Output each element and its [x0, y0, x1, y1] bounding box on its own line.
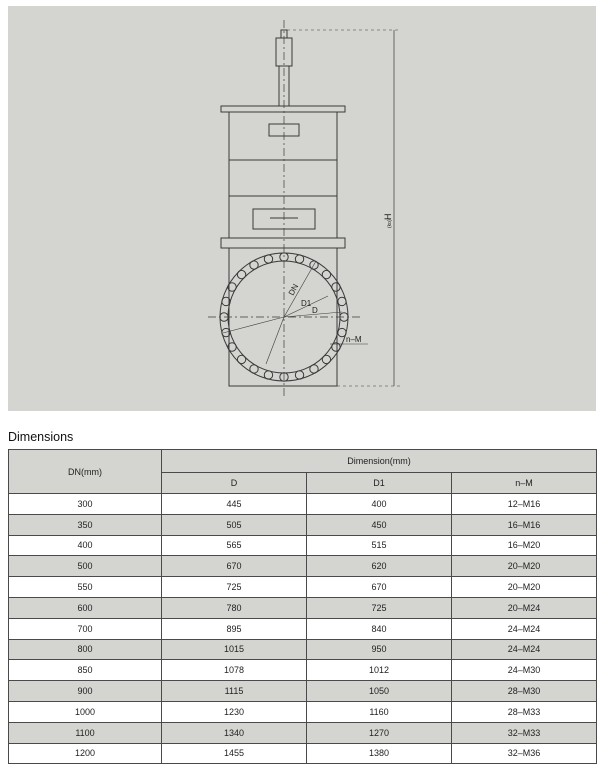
table-cell: 1340 [162, 722, 307, 743]
label-h-sub: (ko) [387, 219, 393, 228]
table-cell: 1200 [9, 743, 162, 764]
table-cell: 24–M24 [452, 618, 597, 639]
table-cell: 350 [9, 514, 162, 535]
bonnet-plate [221, 238, 345, 248]
bolt-hole [338, 297, 346, 305]
table-cell: 725 [162, 577, 307, 598]
table-cell: 16–M16 [452, 514, 597, 535]
table-row [9, 494, 597, 515]
label-d: D [312, 306, 318, 315]
table-cell: 1100 [9, 722, 162, 743]
table-cell: 670 [307, 577, 452, 598]
table-cell: 445 [162, 494, 307, 515]
table-cell: 28–M30 [452, 681, 597, 702]
table-cell: 500 [9, 556, 162, 577]
table-cell: 1270 [307, 722, 452, 743]
table-cell: 850 [9, 660, 162, 681]
bolt-hole [264, 255, 272, 263]
table-cell: 1000 [9, 701, 162, 722]
top-plate [221, 106, 345, 112]
table-cell: 1380 [307, 743, 452, 764]
valve-drawing-svg [8, 6, 596, 411]
table-cell: 670 [162, 556, 307, 577]
column-header-d: D [162, 473, 307, 494]
table-cell: 400 [307, 494, 452, 515]
bolt-hole [322, 270, 330, 278]
table-cell: 895 [162, 618, 307, 639]
table-cell: 20–M24 [452, 597, 597, 618]
valve-technical-drawing [8, 6, 596, 411]
bolt-hole [250, 261, 258, 269]
table-cell: 24–M24 [452, 639, 597, 660]
bolt-hole [332, 283, 340, 291]
lower-body [229, 196, 337, 238]
table-row [9, 639, 597, 660]
table-cell: 900 [9, 681, 162, 702]
table-cell: 505 [162, 514, 307, 535]
bolt-hole [280, 253, 288, 261]
table-row [9, 701, 597, 722]
group-header-dimension: Dimension(mm) [162, 450, 597, 473]
bolt-hole [338, 328, 346, 336]
bolt-hole [237, 270, 245, 278]
table-cell: 1078 [162, 660, 307, 681]
table-row [9, 681, 597, 702]
table-row [9, 597, 597, 618]
table-cell: 840 [307, 618, 452, 639]
bolt-hole [237, 355, 245, 363]
table-cell: 12–M16 [452, 494, 597, 515]
table-cell: 300 [9, 494, 162, 515]
table-cell: 780 [162, 597, 307, 618]
table-cell: 1455 [162, 743, 307, 764]
table-cell: 1160 [307, 701, 452, 722]
bolt-hole [322, 355, 330, 363]
table-cell: 28–M33 [452, 701, 597, 722]
table-cell: 550 [9, 577, 162, 598]
table-cell: 620 [307, 556, 452, 577]
table-cell: 1050 [307, 681, 452, 702]
table-cell: 32–M33 [452, 722, 597, 743]
table-row [9, 535, 597, 556]
table-row [9, 618, 597, 639]
table-row [9, 722, 597, 743]
table-cell: 20–M20 [452, 556, 597, 577]
table-body [9, 494, 597, 764]
table-cell: 16–M20 [452, 535, 597, 556]
table-row [9, 660, 597, 681]
table-cell: 600 [9, 597, 162, 618]
column-header-n-m: n–M [452, 473, 597, 494]
table-cell: 20–M20 [452, 577, 597, 598]
bolt-hole [250, 365, 258, 373]
bolt-hole [264, 371, 272, 379]
label-dn: DN [286, 282, 301, 297]
middle-body [229, 160, 337, 196]
table-cell: 24–M30 [452, 660, 597, 681]
section-title: Dimensions [8, 430, 74, 444]
table-row [9, 556, 597, 577]
table-cell: 450 [307, 514, 452, 535]
label-d1: D1 [301, 299, 312, 308]
table-cell: 565 [162, 535, 307, 556]
bolt-hole [295, 371, 303, 379]
table-cell: 400 [9, 535, 162, 556]
bolt-hole [295, 255, 303, 263]
column-header-d1: D1 [307, 473, 452, 494]
label-h: H [383, 213, 393, 220]
table-cell: 700 [9, 618, 162, 639]
table-row [9, 514, 597, 535]
table-cell: 1230 [162, 701, 307, 722]
table-row [9, 743, 597, 764]
bolt-hole [310, 365, 318, 373]
table-row [9, 577, 597, 598]
table-cell: 950 [307, 639, 452, 660]
table-cell: 515 [307, 535, 452, 556]
dimensions-table [8, 449, 597, 764]
table-cell: 1115 [162, 681, 307, 702]
table-cell: 1012 [307, 660, 452, 681]
label-n-m: n–M [346, 335, 362, 344]
table-cell: 800 [9, 639, 162, 660]
table-cell: 32–M36 [452, 743, 597, 764]
table-cell: 1015 [162, 639, 307, 660]
column-header-dn: DN(mm) [9, 450, 162, 494]
table-cell: 725 [307, 597, 452, 618]
